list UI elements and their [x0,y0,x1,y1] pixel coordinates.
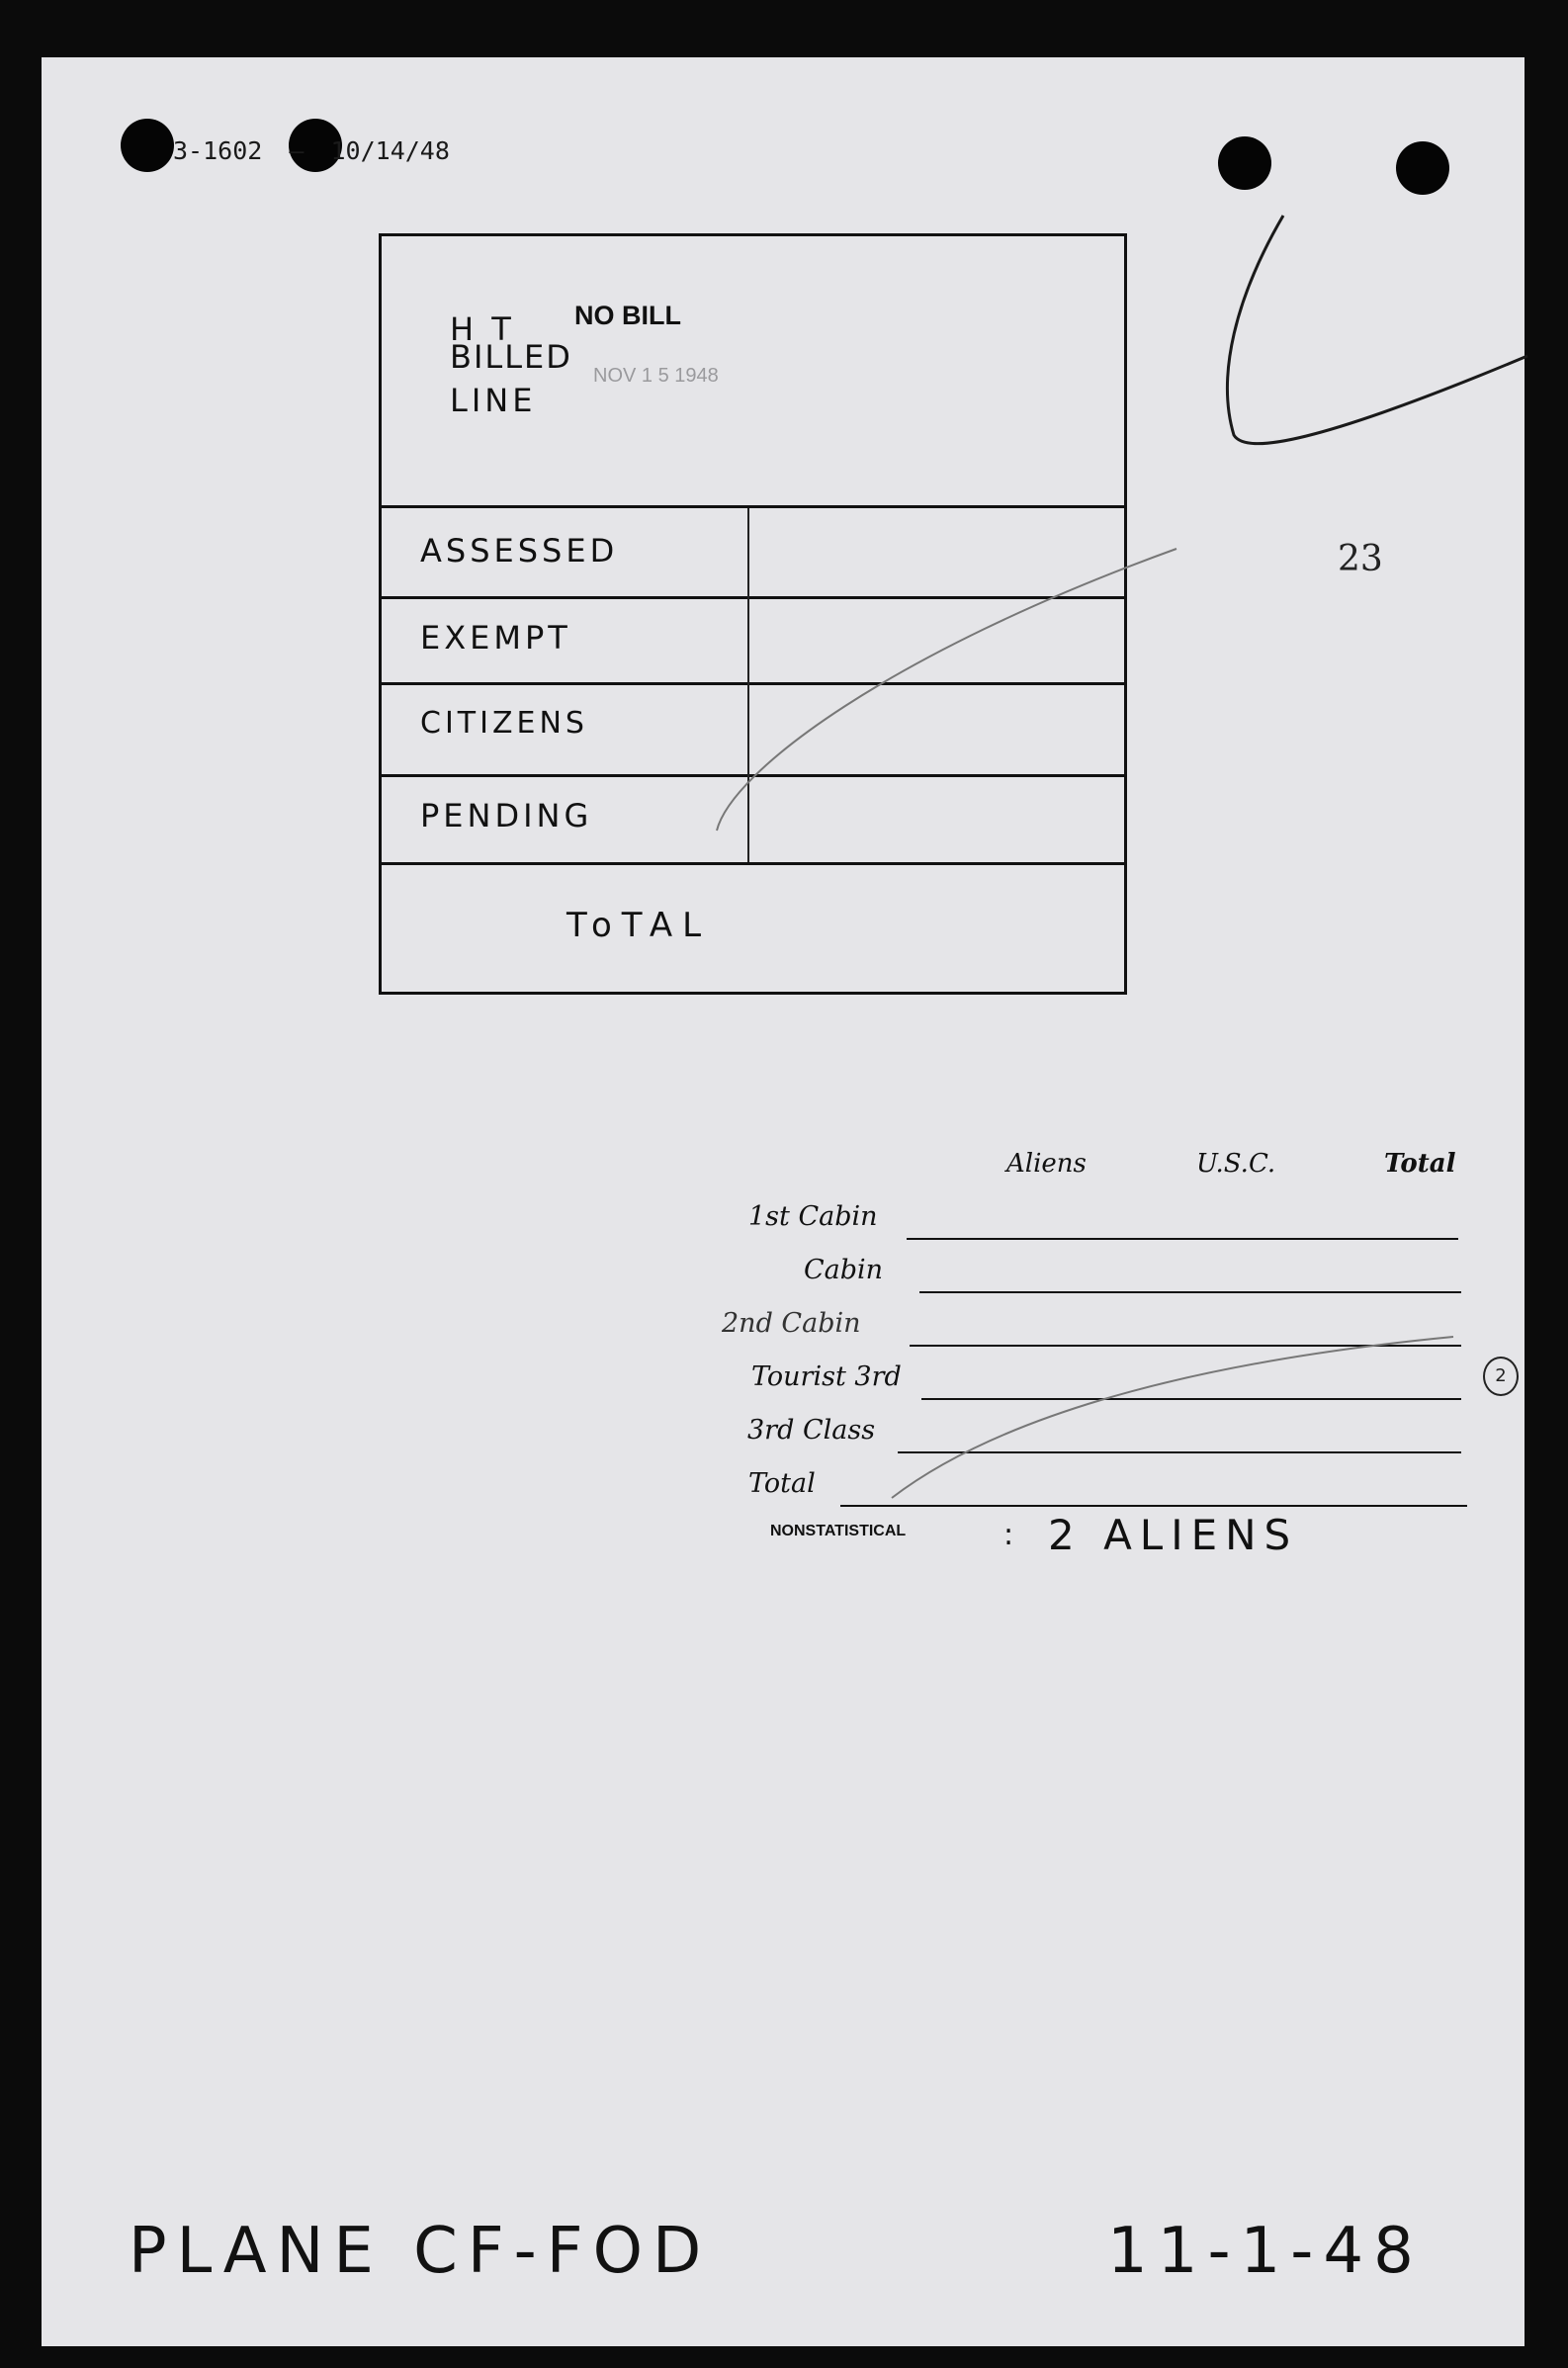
entry-line [907,1238,1458,1240]
class-label: Cabin [804,1255,884,1285]
total-label: ToTAL [566,906,712,945]
circled-mark: 2 [1483,1357,1519,1396]
page-number: 23 [1338,539,1383,579]
file-reference [173,136,450,165]
citizens-label: CITIZENS [420,706,588,741]
nonstatistical-stamp: NONSTATISTICAL [770,1523,907,1539]
billed-label: BILLED [450,338,572,376]
punch-hole [1396,141,1449,195]
class-label: 2nd Cabin [722,1308,861,1339]
plane-note: PLANE CF-FOD [129,2215,712,2288]
divider [379,862,1127,865]
class-row-cabin [692,1250,1483,1305]
file-dash: — [289,136,305,165]
billing-stamp-box [379,233,1127,995]
punch-hole [1218,136,1271,190]
divider [379,505,1127,508]
file-number: 3-1602 [173,136,263,165]
divider [379,774,1127,777]
assessed-label: ASSESSED [420,532,619,570]
entry-line [910,1345,1461,1347]
total-header: Total [1384,1149,1456,1179]
class-row-3rd-class [692,1410,1483,1465]
class-row-1st-cabin [692,1196,1483,1252]
line-label: LINE [450,382,537,419]
class-label: 1st Cabin [748,1201,878,1232]
aliens-note: 2 ALIENS [1048,1511,1299,1559]
entry-line [921,1398,1461,1400]
exempt-label: EXEMPT [420,619,571,657]
date-note: 11-1-48 [1107,2215,1424,2288]
class-label: Tourist 3rd [751,1361,902,1392]
column-divider [747,508,749,862]
pending-label: PENDING [420,797,593,834]
aliens-header: Aliens [1006,1149,1087,1179]
entry-line [919,1291,1461,1293]
no-bill-stamp: NO BILL [574,301,681,330]
entry-line [840,1505,1467,1507]
class-row-tourist-3rd [692,1357,1483,1412]
ht-label: H T [450,310,515,348]
nonstatistical-colon: : [1003,1518,1014,1552]
file-date: 10/14/48 [330,136,450,165]
divider [379,682,1127,685]
date-stamp: NOV 1 5 1948 [593,365,719,387]
class-label: 3rd Class [747,1415,876,1446]
class-label: Total [748,1468,816,1499]
class-row-2nd-cabin [692,1303,1483,1359]
usc-header: U.S.C. [1196,1149,1276,1179]
punch-hole [121,119,174,172]
entry-line [898,1451,1461,1453]
divider [379,596,1127,599]
